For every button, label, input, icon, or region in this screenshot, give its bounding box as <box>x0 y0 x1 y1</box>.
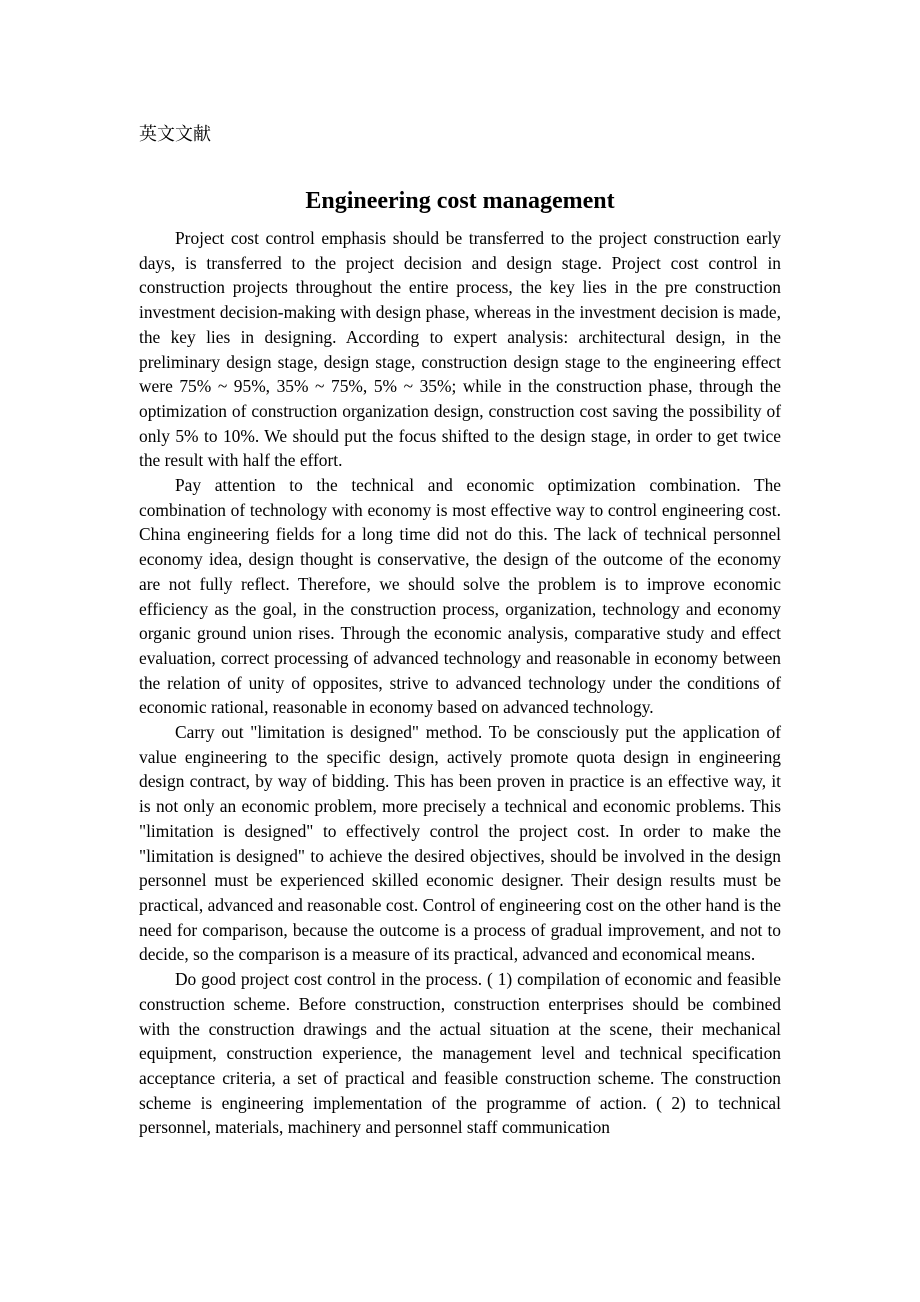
section-label: 英文文献 <box>139 124 211 145</box>
document-title: Engineering cost management <box>305 188 615 214</box>
body-text <box>139 226 781 1140</box>
paragraph: Carry out "limitation is designed" method. To be consciously put the application of value engineering to the specific design, actively promote quota design in engineering design contract, by way of bidding. This has been proven in practice is an effective way, it is not only an economic problem, more precisely a technical and economic problems. This "limitation is designed" to effectively control the project cost. In order to make the "limitation is designed" to achieve the desired objectives, should be involved in the design personnel must be experienced skilled economic designer. Their design results must be practical, advanced and reasonable cost. Control of engineering cost on the other hand is the need for comparison, because the outcome is a process of gradual improvement, and not to decide, so the comparison is a measure of its practical, advanced and economical means. <box>139 722 781 965</box>
paragraph: Pay attention to the technical and economic optimization combination. The combination of technology with economy is most effective way to control engineering cost. China engineering fields for a long time did not do this. The lack of technical personnel economy idea, design thought is conservative, the design of the outcome of the economy are not fully reflect. Therefore, we should solve the problem is to improve economic efficiency as the goal, in the construction process, organization, technology and economy organic ground union rises. Through the economic analysis, comparative study and effect evaluation, correct processing of advanced technology and reasonable in economy between the relation of unity of opposites, strive to advanced technology under the conditions of economic rational, reasonable in economy based on advanced technology. <box>139 475 781 718</box>
paragraph: Do good project cost control in the process. ( 1) compilation of economic and feasible construction scheme. Before construction, construction enterprises should be combined with the construction drawings and the actual situation at the scene, their mechanical equipment, construction experience, the management level and technical specification acceptance criteria, a set of practical and feasible construction scheme. The construction scheme is engineering implementation of the programme of action. ( 2) to technical personnel, materials, machinery and personnel staff communication <box>139 969 781 1138</box>
paragraph: Project cost control emphasis should be transferred to the project construction early days, is transferred to the project decision and design stage. Project cost control in construction projects throughout the entire process, the key lies in the pre construction investment decision-making with design phase, whereas in the investment decision is made, the key lies in designing. According to expert analysis: architectural design, in the preliminary design stage, design stage, construction design stage to the engineering effect were 75% ~ 95%, 35% ~ 75%, 5% ~ 35%; while in the construction phase, through the optimization of construction organization design, construction cost saving the possibility of only 5% to 10%. We should put the focus shifted to the design stage, in order to get twice the result with half the effort. <box>139 228 781 471</box>
